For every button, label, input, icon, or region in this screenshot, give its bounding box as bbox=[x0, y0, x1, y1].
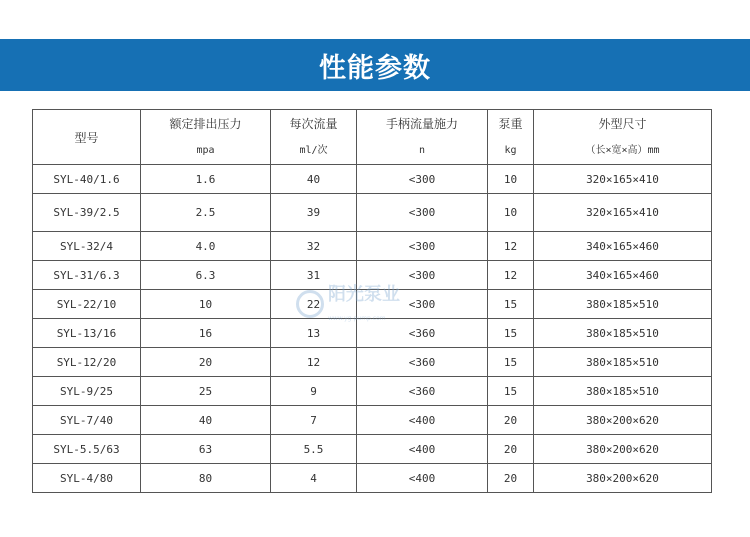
cell-weight: 20 bbox=[488, 406, 534, 435]
cell-weight: 15 bbox=[488, 348, 534, 377]
cell-flow: 5.5 bbox=[271, 435, 357, 464]
cell-pressure: 10 bbox=[141, 290, 271, 319]
table-row bbox=[33, 290, 712, 319]
table-body bbox=[33, 165, 712, 493]
page-title: 性能参数 bbox=[319, 52, 431, 84]
cell-flow: 32 bbox=[271, 232, 357, 261]
table-row bbox=[33, 377, 712, 406]
cell-model: SYL-22/10 bbox=[33, 290, 141, 319]
cell-weight: 20 bbox=[488, 464, 534, 493]
cell-model: SYL-5.5/63 bbox=[33, 435, 141, 464]
cell-force: <360 bbox=[357, 377, 488, 406]
watermark-text: 阳光泵业 bbox=[328, 283, 400, 305]
cell-size: 380×185×510 bbox=[534, 319, 712, 348]
table-header-row bbox=[33, 110, 712, 165]
table-row bbox=[33, 165, 712, 194]
cell-size: 380×185×510 bbox=[534, 290, 712, 319]
cell-force: <400 bbox=[357, 464, 488, 493]
cell-weight: 10 bbox=[488, 165, 534, 194]
cell-weight: 15 bbox=[488, 319, 534, 348]
cell-flow: 9 bbox=[271, 377, 357, 406]
cell-model: SYL-12/20 bbox=[33, 348, 141, 377]
header-pressure: 额定排出压力 mpa bbox=[141, 110, 271, 165]
table-row bbox=[33, 348, 712, 377]
title-banner bbox=[0, 39, 750, 91]
cell-model: SYL-32/4 bbox=[33, 232, 141, 261]
cell-model: SYL-31/6.3 bbox=[33, 261, 141, 290]
spec-table bbox=[32, 109, 712, 493]
header-flow: 每次流量 ml/次 bbox=[271, 110, 357, 165]
cell-pressure: 40 bbox=[141, 406, 271, 435]
cell-size: 380×200×620 bbox=[534, 464, 712, 493]
cell-size: 380×200×620 bbox=[534, 406, 712, 435]
cell-model: SYL-4/80 bbox=[33, 464, 141, 493]
cell-model: SYL-13/16 bbox=[33, 319, 141, 348]
cell-pressure: 2.5 bbox=[141, 194, 271, 232]
cell-size: 320×165×410 bbox=[534, 194, 712, 232]
cell-pressure: 16 bbox=[141, 319, 271, 348]
watermark-url: www.yg-pump.com bbox=[328, 314, 386, 322]
cell-flow: 4 bbox=[271, 464, 357, 493]
cell-pressure: 6.3 bbox=[141, 261, 271, 290]
cell-force: <400 bbox=[357, 406, 488, 435]
cell-model: SYL-9/25 bbox=[33, 377, 141, 406]
cell-weight: 10 bbox=[488, 194, 534, 232]
cell-pressure: 4.0 bbox=[141, 232, 271, 261]
cell-pressure: 80 bbox=[141, 464, 271, 493]
header-model: 型号 bbox=[33, 110, 141, 165]
cell-flow: 7 bbox=[271, 406, 357, 435]
cell-force: <300 bbox=[357, 165, 488, 194]
table-row bbox=[33, 319, 712, 348]
cell-flow: 39 bbox=[271, 194, 357, 232]
cell-pressure: 1.6 bbox=[141, 165, 271, 194]
cell-model: SYL-40/1.6 bbox=[33, 165, 141, 194]
cell-model: SYL-39/2.5 bbox=[33, 194, 141, 232]
table-row bbox=[33, 261, 712, 290]
cell-model: SYL-7/40 bbox=[33, 406, 141, 435]
cell-weight: 12 bbox=[488, 232, 534, 261]
cell-force: <300 bbox=[357, 261, 488, 290]
cell-weight: 12 bbox=[488, 261, 534, 290]
cell-force: <300 bbox=[357, 194, 488, 232]
cell-size: 380×185×510 bbox=[534, 377, 712, 406]
cell-pressure: 20 bbox=[141, 348, 271, 377]
table-row bbox=[33, 194, 712, 232]
table-row bbox=[33, 406, 712, 435]
cell-flow: 40 bbox=[271, 165, 357, 194]
cell-size: 380×200×620 bbox=[534, 435, 712, 464]
cell-size: 340×165×460 bbox=[534, 232, 712, 261]
table-row bbox=[33, 232, 712, 261]
cell-weight: 20 bbox=[488, 435, 534, 464]
header-weight: 泵重 kg bbox=[488, 110, 534, 165]
table-row bbox=[33, 435, 712, 464]
cell-force: <360 bbox=[357, 319, 488, 348]
cell-force: <360 bbox=[357, 348, 488, 377]
cell-force: <300 bbox=[357, 290, 488, 319]
cell-pressure: 25 bbox=[141, 377, 271, 406]
cell-force: <400 bbox=[357, 435, 488, 464]
cell-flow: 12 bbox=[271, 348, 357, 377]
cell-flow: 13 bbox=[271, 319, 357, 348]
cell-flow: 31 bbox=[271, 261, 357, 290]
header-size: 外型尺寸 （长×宽×高）mm bbox=[534, 110, 712, 165]
cell-size: 340×165×460 bbox=[534, 261, 712, 290]
cell-force: <300 bbox=[357, 232, 488, 261]
cell-weight: 15 bbox=[488, 290, 534, 319]
cell-pressure: 63 bbox=[141, 435, 271, 464]
cell-flow: 22 bbox=[271, 290, 357, 319]
cell-size: 380×185×510 bbox=[534, 348, 712, 377]
cell-size: 320×165×410 bbox=[534, 165, 712, 194]
header-force: 手柄流量施力 n bbox=[357, 110, 488, 165]
spec-table-container bbox=[32, 109, 711, 493]
table-row bbox=[33, 464, 712, 493]
cell-weight: 15 bbox=[488, 377, 534, 406]
